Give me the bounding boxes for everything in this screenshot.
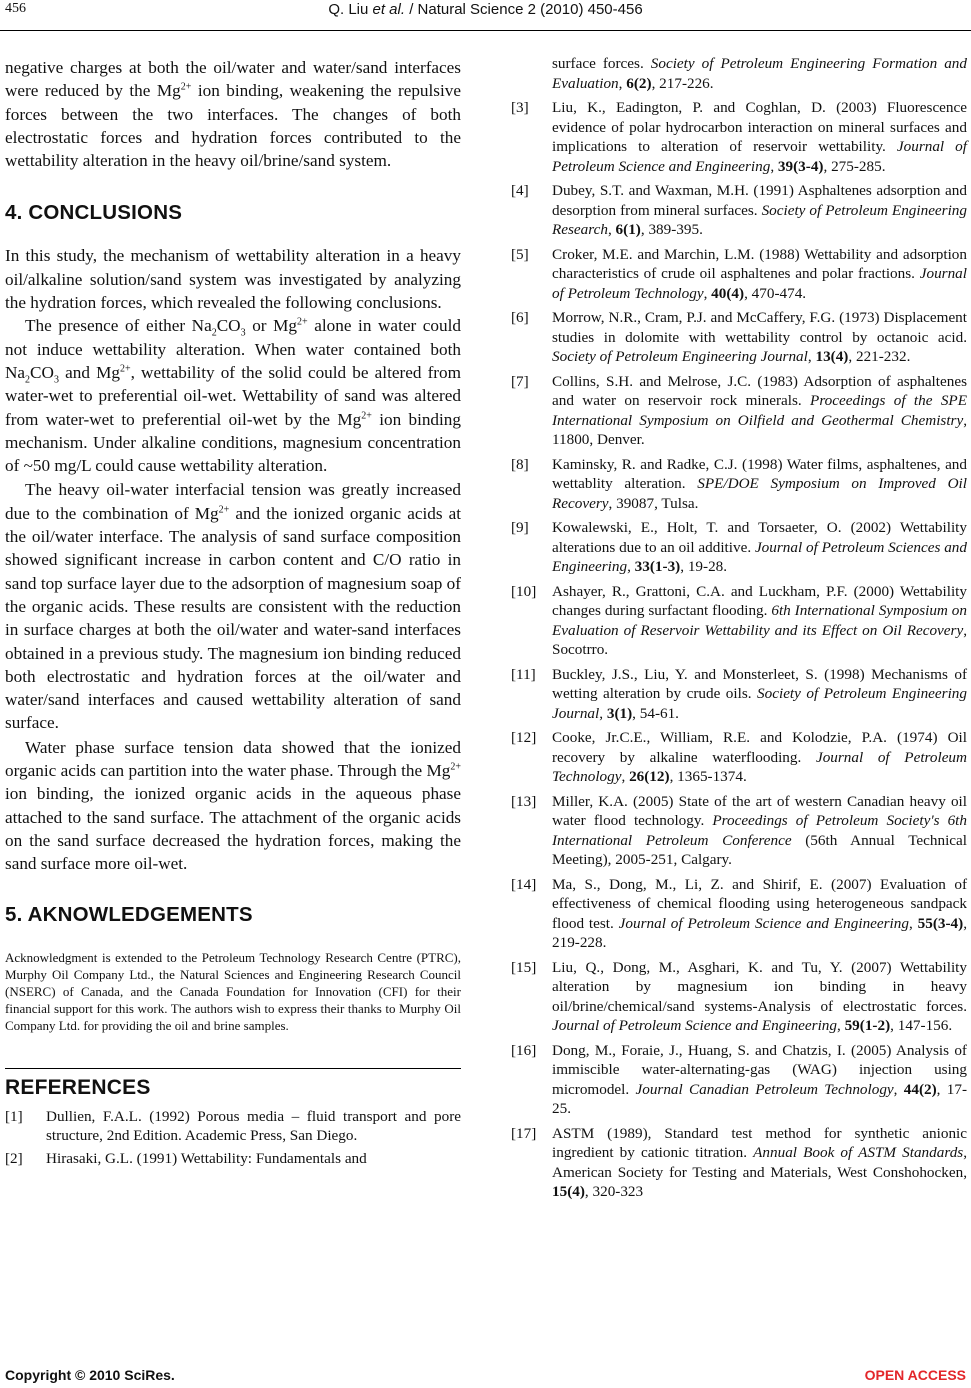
references-list-right (511, 54, 967, 1202)
reference-item (511, 582, 967, 660)
reference-item (511, 665, 967, 724)
acknowledgements-heading: 5. AKNOWLEDGEMENTS (5, 902, 253, 926)
reference-item (511, 372, 967, 450)
reference-item (511, 958, 967, 1036)
reference-number: [4] (511, 182, 529, 199)
reference-number: [16] (511, 1041, 537, 1059)
conclusions-paragraph-1: The presence of either $Na_2CO_3$ or $Mg^{2+}$ alone in water could not induce wettability alteration. When water contained both $Na_2CO_3$ and $Mg^{2+}$, wettability of the solid could be altered from water-wet to preferential oil-wet. Wettability of sand was altered from water-wet to preferential oil-wet by the $Mg^{2+}$ ion binding mechanism. Under alkaline conditions, magnesium concentration of ~50 mg/L could cause wettability alteration. (5, 316, 461, 476)
reference-venue: Society of Petroleum Engineering Journal (552, 685, 967, 722)
reference-number: [14] (511, 875, 537, 893)
reference-number: [9] (511, 519, 529, 536)
right-column (511, 54, 967, 1202)
conclusions-intro: In this study, the mechanism of wettability alteration in a heavy oil/alkaline solution/sand system was investigated by analyzing the hydration forces, which revealed the following conclusions. (5, 246, 461, 313)
reference-text: Liu, Q., Dong, M., Asghari, K. and Tu, Y. (2007) Wettability alteration by magnesium ion binding in heavy oil/brine/chemical/sand systems-Analysis of electrostatic forces. Journal of Petroleum Science and Engineering, 59(1-2), 147-156. (552, 958, 967, 1034)
reference-text: Dong, M., Foraie, J., Huang, S. and Chatzis, I. (2005) Analysis of immiscible water-alternating-gas (WAG) injection using micromodel. Journal Canadian Petroleum Technology, 44(2), 17-25. (552, 1041, 968, 1117)
reference-item (511, 98, 967, 176)
reference-item (511, 518, 967, 577)
reference-venue: Journal of Petroleum Technology (552, 265, 967, 302)
reference-text: Kowalewski, E., Holt, T. and Torsaeter, O. (2002) Wettability alterations due to an oil additive. Journal of Petroleum Sciences and Engineering, 33(1-3), 19-28. (552, 519, 967, 575)
reference-venue: Society of Petroleum Engineering Journal (552, 348, 808, 365)
reference-indent (511, 54, 552, 93)
reference-text: Dullien, F.A.L. (1992) Porous media – fluid transport and pore structure, 2nd Edition. Academic Press, San Diego. (46, 1107, 461, 1145)
page-header (0, 0, 971, 31)
conclusions-paragraph-3: Water phase surface tension data showed that the ionized organic acids can partition into the water phase. Through the $Mg^{2+}$ ion binding, the ionized organic acids in the aqueous phase attached to the sand surface. The attachment of the organic acids on the sand surface decreased the hydration forces, making the sand surface more oil-wet. (5, 737, 461, 874)
reference-number: [10] (511, 582, 537, 600)
copyright-notice: Copyright © 2010 SciRes. (5, 1367, 175, 1383)
reference-text: Dubey, S.T. and Waxman, M.H. (1991) Asphaltenes adsorption and desorption from mineral surfaces. Society of Petroleum Engineering Research, 6(1), 389-395. (552, 182, 967, 238)
reference-item (511, 455, 967, 514)
reference-number: [15] (511, 958, 537, 976)
reference-volume: 44(2) (903, 1080, 937, 1098)
reference-text: Morrow, N.R., Cram, P.J. and McCaffery, F.G. (1973) Displacement studies in dolomite with wettability control by octanoic acid. Society of Petroleum Engineering Journal, 13(4), 221-232. (552, 309, 967, 365)
acknowledgements-text: Acknowledgment is extended to the Petroleum Technology Research Centre (PTRC), Murphy Oil Company Ltd., the Natural Sciences and Engineering Research Council (NSERC) of Canada, and the Canada Foundation for Innovation (CFI) for their financial support for this work. The authors wish to express their thanks to Murphy Oil Company Ltd. for providing the oil and brine samples. (5, 949, 461, 1034)
reference-text: Miller, K.A. (2005) State of the art of western Canadian heavy oil water flood technology. Proceedings of Petroleum Society's 6th International Petroleum Conference (56th Annual Technical Meeting), 2005-251, Calgary. (552, 792, 967, 868)
reference-item (511, 728, 967, 787)
reference-volume: 39(3-4) (777, 157, 824, 175)
reference-text: Buckley, J.S., Liu, Y. and Monsterleet, S. (1998) Mechanisms of wetting alteration by crude oils. Society of Petroleum Engineering Journal, 3(1), 54-61. (552, 665, 967, 722)
reference-number: [11] (511, 665, 536, 683)
reference-number: [1] (5, 1107, 23, 1125)
reference-volume: 55(3-4) (917, 914, 964, 932)
reference-item (511, 308, 967, 367)
reference-text: ASTM (1989), Standard test method for synthetic anionic ingredient by cationic titration. Annual Book of ASTM Standards, American Society for Testing and Materials, West Conshohocken, 15(4), 320-323 (552, 1124, 967, 1200)
reference-item (511, 1124, 967, 1202)
reference-item (5, 1149, 461, 1169)
reference-volume: 6(2) (626, 74, 652, 92)
reference-number: [17] (511, 1124, 537, 1142)
reference-number: [5] (511, 245, 529, 263)
reference-item (5, 1107, 461, 1146)
reference-text: Liu, K., Eadington, P. and Coghlan, D. (2003) Fluorescence evidence of polar hydrocarbon interaction on mineral surfaces and implications to alteration of reservoir wettability. Journal of Petroleum Science and Engineering, 39(3-4), 275-285. (552, 99, 967, 175)
running-head: Q. Liu et al. / Natural Science 2 (2010) 450-456 (328, 1, 643, 18)
reference-text: Ma, S., Dong, M., Li, Z. and Shirif, E. (2007) Evaluation of effectiveness of chemical flooding using heterogeneous sandpack flood test. Journal of Petroleum Science and Engineering, 55(3-4), 219-228. (552, 875, 967, 951)
reference-volume: 33(1-3) (634, 558, 681, 575)
reference-venue: SPE/DOE Symposium on Improved Oil Recovery (552, 475, 967, 512)
reference-text: Hirasaki, G.L. (1991) Wettability: Fundamentals and (46, 1149, 367, 1167)
reference-venue: Proceedings of Petroleum Society's 6th International Petroleum Conference (552, 812, 967, 849)
reference-venue: Journal of Petroleum Technology (552, 748, 967, 785)
reference-item (511, 1041, 967, 1119)
reference-venue: Annual Book of ASTM Standards (753, 1144, 964, 1161)
reference-venue: Journal of Petroleum Science and Engineering (552, 1017, 837, 1034)
reference-volume: 6(1) (615, 221, 641, 238)
reference-venue: Proceedings of the SPE International Symposium on Oilfield and Geothermal Chemistry (552, 392, 967, 429)
reference-item (511, 792, 967, 870)
page-number: 456 (5, 1, 26, 16)
reference-text: surface forces. Society of Petroleum Engineering Formation and Evaluation, 6(2), 217-226. (552, 55, 967, 92)
reference-venue: Society of Petroleum Engineering Research (552, 201, 967, 238)
reference-text: Collins, S.H. and Melrose, J.C. (1983) Adsorption of asphaltenes and water on reservoir rock minerals. Proceedings of the SPE International Symposium on Oilfield and Geothermal Chemistry, 11800, Denver. (552, 372, 967, 448)
reference-venue: Journal Canadian Petroleum Technology (635, 1080, 894, 1098)
reference-volume: 13(4) (815, 348, 849, 365)
page-footer (5, 1367, 966, 1383)
reference-item (511, 181, 967, 240)
references-list-left (5, 1107, 461, 1169)
reference-number: [12] (511, 729, 537, 746)
reference-number: [3] (511, 99, 529, 116)
references-heading: REFERENCES (5, 1075, 151, 1099)
reference-item (511, 875, 967, 953)
conclusions-heading: 4. CONCLUSIONS (5, 201, 183, 225)
reference-number: [2] (5, 1149, 23, 1167)
reference-number: [7] (511, 372, 529, 390)
references-divider (5, 1068, 461, 1069)
reference-volume: 40(4) (711, 284, 745, 302)
reference-venue: Journal of Petroleum Sciences and Engineering (552, 538, 967, 575)
left-column (5, 56, 461, 1168)
reference-venue: Society of Petroleum Engineering Formation and Evaluation (552, 55, 967, 92)
reference-text: Croker, M.E. and Marchin, L.M. (1988) Wettability and adsorption characteristics of crude oil asphaltenes and polar fractions. Journal of Petroleum Technology, 40(4), 470-474. (552, 245, 967, 302)
conclusions-paragraph-2: The heavy oil-water interfacial tension was greatly increased due to the combination of $Mg^{2+}$ and the ionized organic acids at the oil/water interface. The analysis of sand surface composition showed significant increase in carbon content and C/O ratio in sand top surface layer due to the adsorption of magnesium soap of the organic acids. These results are consistent with the reduction in surface charges at both the oil/water and water-sand interfaces obtained in a previous study. The magnesium ion binding reduced both electrostatic and hydration forces at the oil/water and water/sand interfaces and caused wettability alteration of sand surface. (5, 480, 461, 733)
reference-number: [6] (511, 309, 529, 326)
reference-volume: 59(1-2) (844, 1017, 891, 1034)
reference-item (511, 245, 967, 304)
reference-text: Kaminsky, R. and Radke, C.J. (1998) Water films, asphaltenes, and wettablity alteration. SPE/DOE Symposium on Improved Oil Recovery, 39087, Tulsa. (552, 455, 967, 512)
reference-continuation (511, 54, 967, 93)
reference-text: Cooke, Jr.C.E., William, R.E. and Kolodzie, P.A. (1974) Oil recovery by alkaline waterflooding. Journal of Petroleum Technology, 26(12), 1365-1374. (552, 729, 967, 785)
reference-volume: 26(12) (629, 768, 670, 785)
reference-number: [8] (511, 455, 529, 473)
reference-volume: 15(4) (552, 1183, 585, 1200)
open-access-label: OPEN ACCESS (864, 1367, 966, 1383)
reference-venue: Journal of Petroleum Science and Engineering (552, 138, 967, 175)
reference-volume: 3(1) (606, 704, 633, 722)
reference-venue: Journal of Petroleum Science and Engineering (618, 914, 909, 932)
continued-paragraph: negative charges at both the oil/water and water/sand interfaces were reduced by the $Mg^{2+}$ ion binding, weakening the repulsive forces between the two interfaces. The changes of both electrostatic forces and hydration forces contributed to the wettability alteration in the heavy oil/brine/sand system. (5, 58, 461, 171)
reference-venue: 6th International Symposium on Evaluation of Reservoir Wettability and its Effect on Oil Recovery (552, 602, 967, 639)
reference-number: [13] (511, 792, 537, 810)
reference-text: Ashayer, R., Grattoni, C.A. and Luckham, P.F. (2000) Wettability changes during surfactant flooding. 6th International Symposium on Evaluation of Reservoir Wettability and its Effect on Oil Recovery, Socotrro. (552, 582, 967, 658)
